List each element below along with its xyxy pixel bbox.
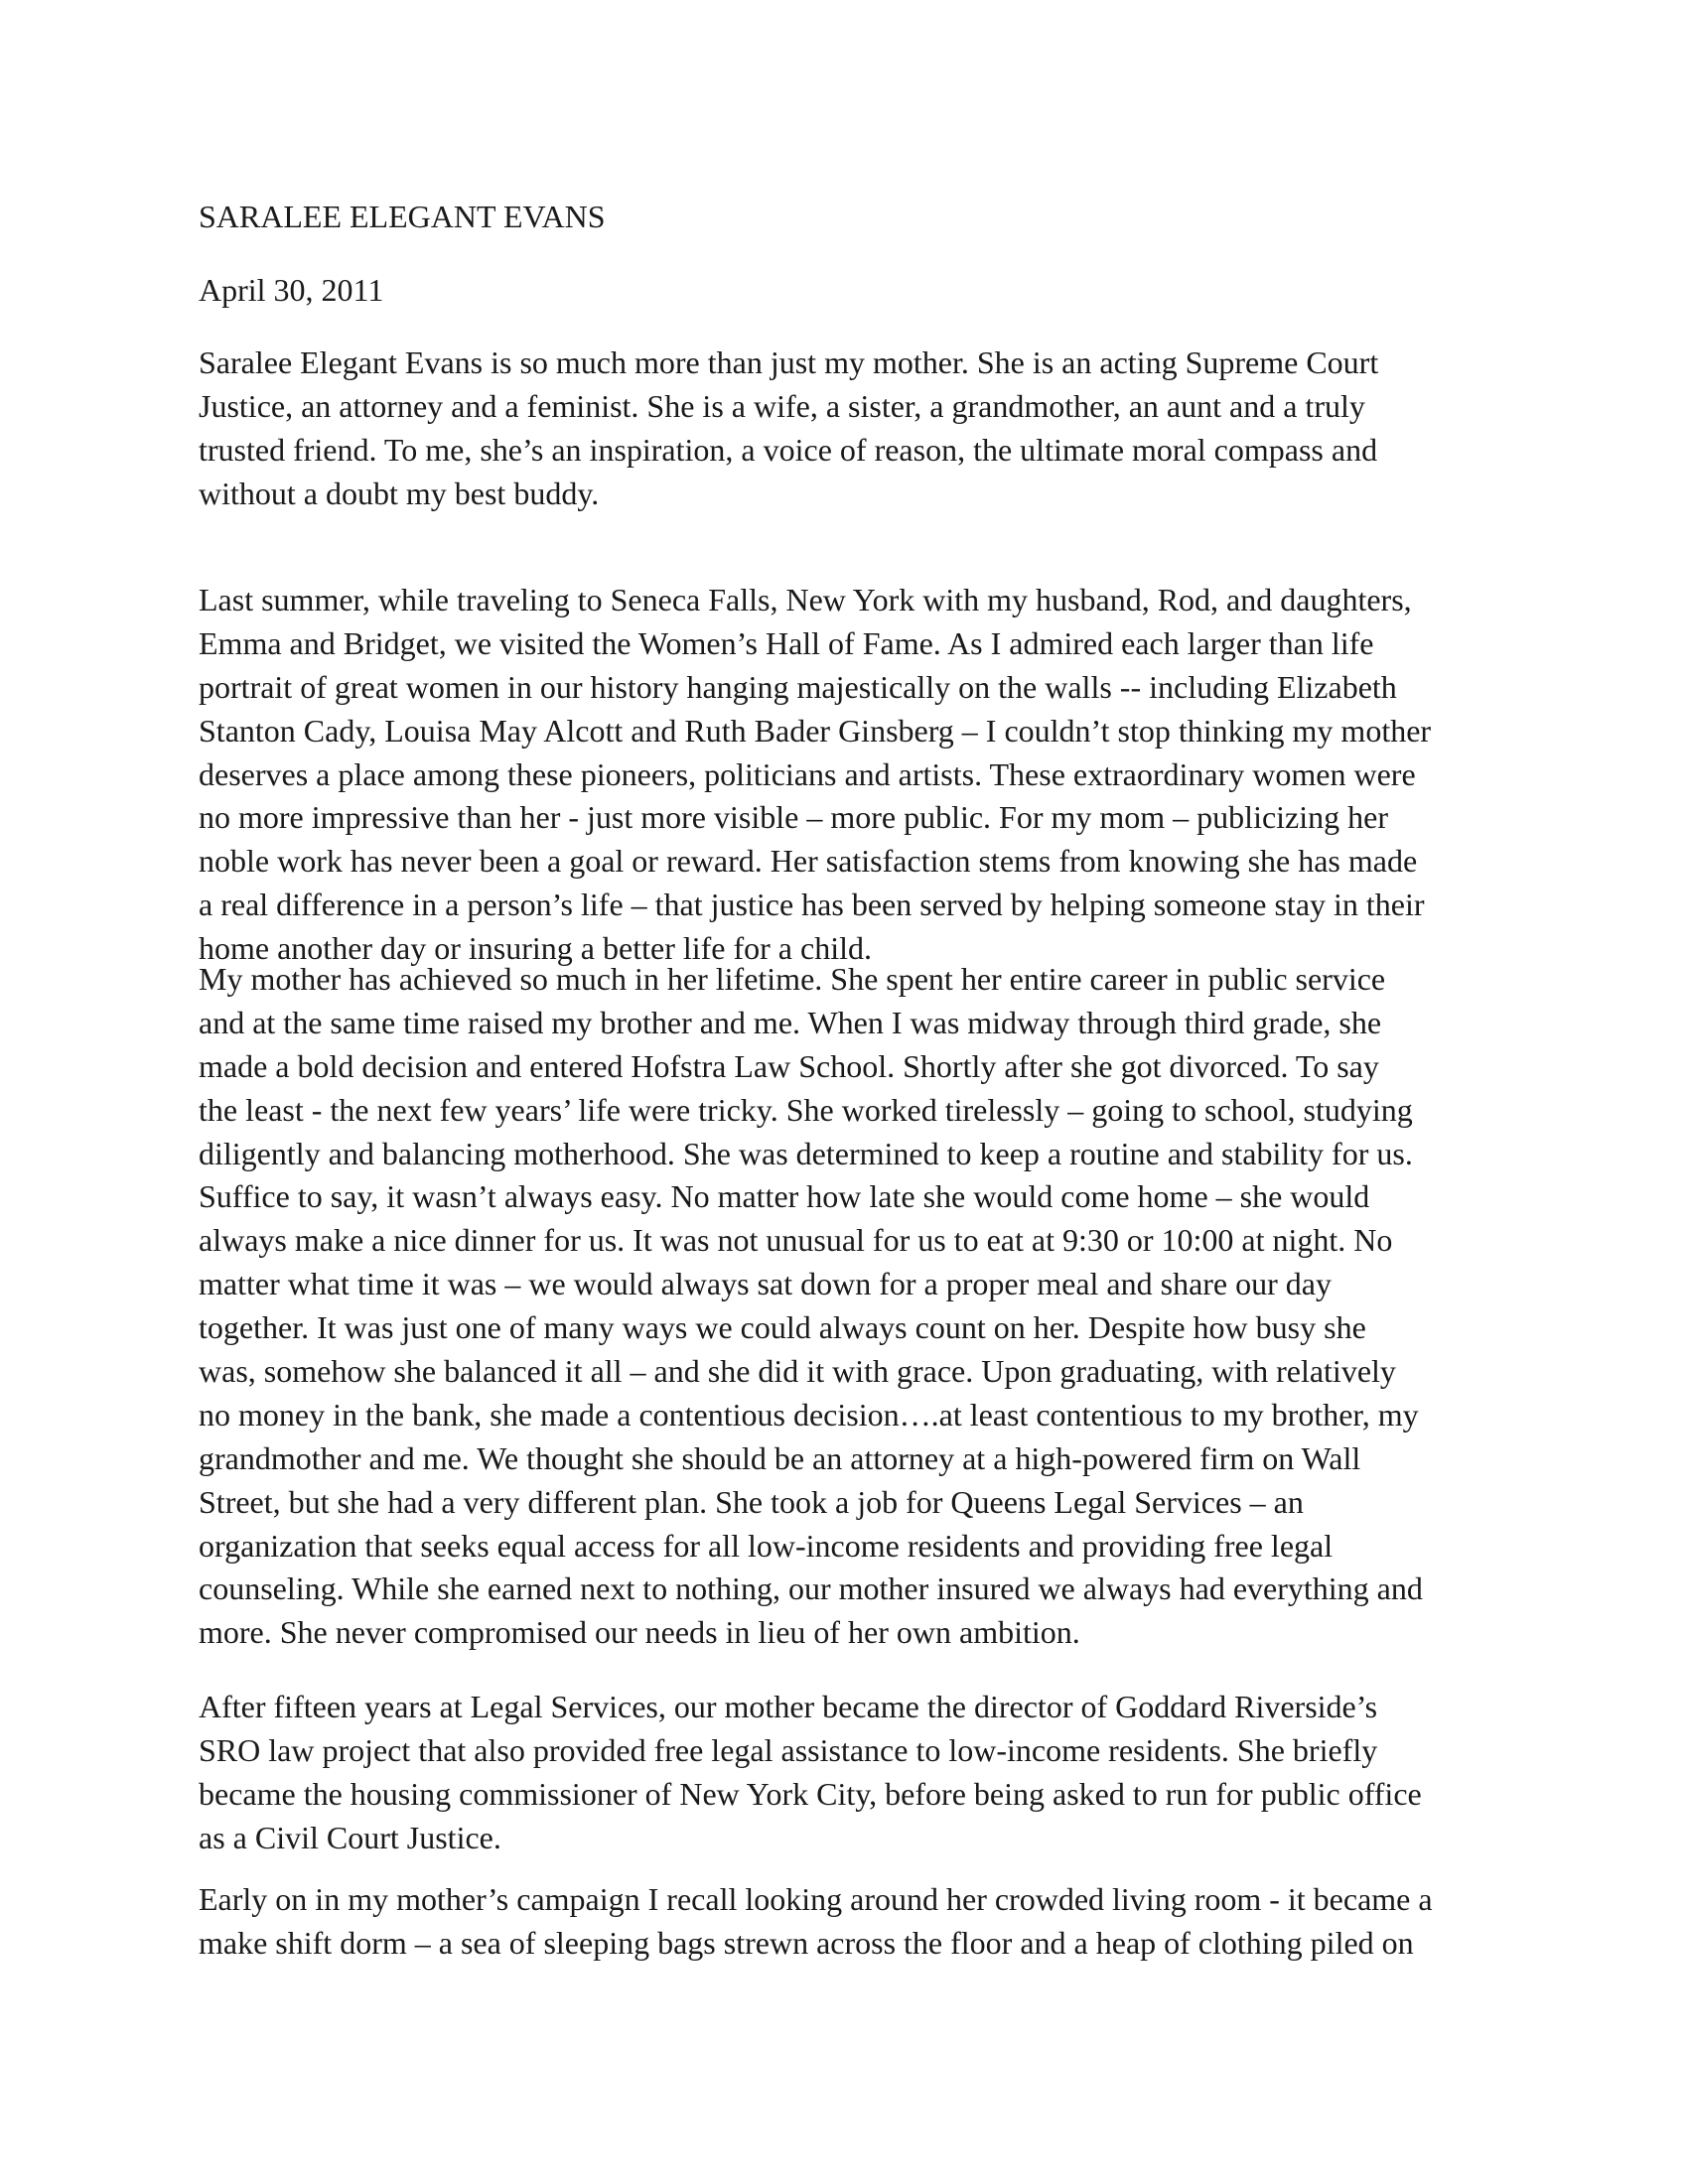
text-line: matter what time it was – we would always sat down for a proper meal and share our day bbox=[199, 1266, 1332, 1302]
text-line: Stanton Cady, Louisa May Alcott and Ruth Bader Ginsberg – I couldn’t stop thinking my mother bbox=[199, 712, 1432, 749]
text-line: no more impressive than her - just more visible – more public. For my mom – publicizing her bbox=[199, 799, 1388, 836]
text-line: grandmother and me. We thought she should be an attorney at a high-powered firm on Wall bbox=[199, 1439, 1361, 1476]
text-line: Suffice to say, it wasn’t always easy. No matter how late she would come home – she would bbox=[199, 1178, 1370, 1215]
document-date: April 30, 2011 bbox=[199, 272, 384, 308]
text-line: deserves a place among these pioneers, politicians and artists. These extraordinary women were bbox=[199, 755, 1416, 792]
text-line: was, somehow she balanced it all – and she did it with grace. Upon graduating, with relatively bbox=[199, 1353, 1396, 1390]
text-line: more. She never compromised our needs in lieu of her own ambition. bbox=[199, 1614, 1080, 1651]
text-line: Saralee Elegant Evans is so much more than just my mother. She is an acting Supreme Court bbox=[199, 344, 1379, 380]
paragraph-legal-services bbox=[199, 1686, 1422, 1860]
text-line: Last summer, while traveling to Seneca Falls, New York with my husband, Rod, and daughters, bbox=[199, 582, 1412, 617]
text-line: My mother has achieved so much in her lifetime. She spent her entire career in public service bbox=[199, 961, 1386, 997]
text-line: always make a nice dinner for us. It was not unusual for us to eat at 9:30 or 10:00 at night. No bbox=[199, 1222, 1393, 1259]
text-line: without a doubt my best buddy. bbox=[199, 475, 600, 511]
text-line: made a bold decision and entered Hofstra Law School. Shortly after she got divorced. To say bbox=[199, 1047, 1379, 1084]
paragraph-seneca-falls bbox=[199, 579, 1431, 971]
text-line: Emma and Bridget, we visited the Women’s Hall of Fame. As I admired each larger than life bbox=[199, 624, 1374, 661]
paragraph-campaign bbox=[199, 1878, 1433, 1966]
text-line: and at the same time raised my brother and me. When I was midway through third grade, she bbox=[199, 1004, 1382, 1040]
text-line: SRO law project that also provided free legal assistance to low-income residents. She briefly bbox=[199, 1731, 1378, 1768]
document-title: SARALEE ELEGANT EVANS bbox=[199, 199, 606, 234]
text-line: Street, but she had a very different plan. She took a job for Queens Legal Services – an bbox=[199, 1483, 1304, 1520]
text-line: noble work has never been a goal or reward. Her satisfaction stems from knowing she has made bbox=[199, 843, 1418, 880]
text-line: diligently and balancing motherhood. She was determined to keep a routine and stability for us. bbox=[199, 1135, 1413, 1171]
text-line: After fifteen years at Legal Services, our mother became the director of Goddard Riverside’s bbox=[199, 1689, 1378, 1724]
text-line: counseling. While she earned next to nothing, our mother insured we always had everything and bbox=[199, 1570, 1423, 1607]
text-line: make shift dorm – a sea of sleeping bags strewn across the floor and a heap of clothing piled on bbox=[199, 1924, 1414, 1961]
text-line: no money in the bank, she made a contentious decision….at least contentious to my brother, my bbox=[199, 1396, 1419, 1433]
text-line: Justice, an attorney and a feminist. She is a wife, a sister, a grandmother, an aunt and a truly bbox=[199, 387, 1365, 424]
text-line: portrait of great women in our history hanging majestically on the walls -- including Elizabeth bbox=[199, 668, 1397, 705]
paragraph-introduction bbox=[199, 341, 1378, 516]
text-line: together. It was just one of many ways we could always count on her. Despite how busy she bbox=[199, 1309, 1366, 1346]
text-line: the least - the next few years’ life were tricky. She worked tirelessly – going to school, studying bbox=[199, 1091, 1413, 1128]
paragraph-career bbox=[199, 958, 1423, 1655]
text-line: a real difference in a person’s life – that justice has been served by helping someone stay in their bbox=[199, 887, 1425, 923]
text-line: Early on in my mother’s campaign I recall looking around her crowded living room - it became a bbox=[199, 1881, 1433, 1917]
text-line: organization that seeks equal access for all low-income residents and providing free legal bbox=[199, 1527, 1334, 1564]
text-line: as a Civil Court Justice. bbox=[199, 1819, 501, 1855]
text-line: became the housing commissioner of New York City, before being asked to run for public office bbox=[199, 1775, 1422, 1812]
text-line: home another day or insuring a better life for a child. bbox=[199, 930, 872, 967]
text-line: trusted friend. To me, she’s an inspiration, a voice of reason, the ultimate moral compass and bbox=[199, 431, 1378, 468]
